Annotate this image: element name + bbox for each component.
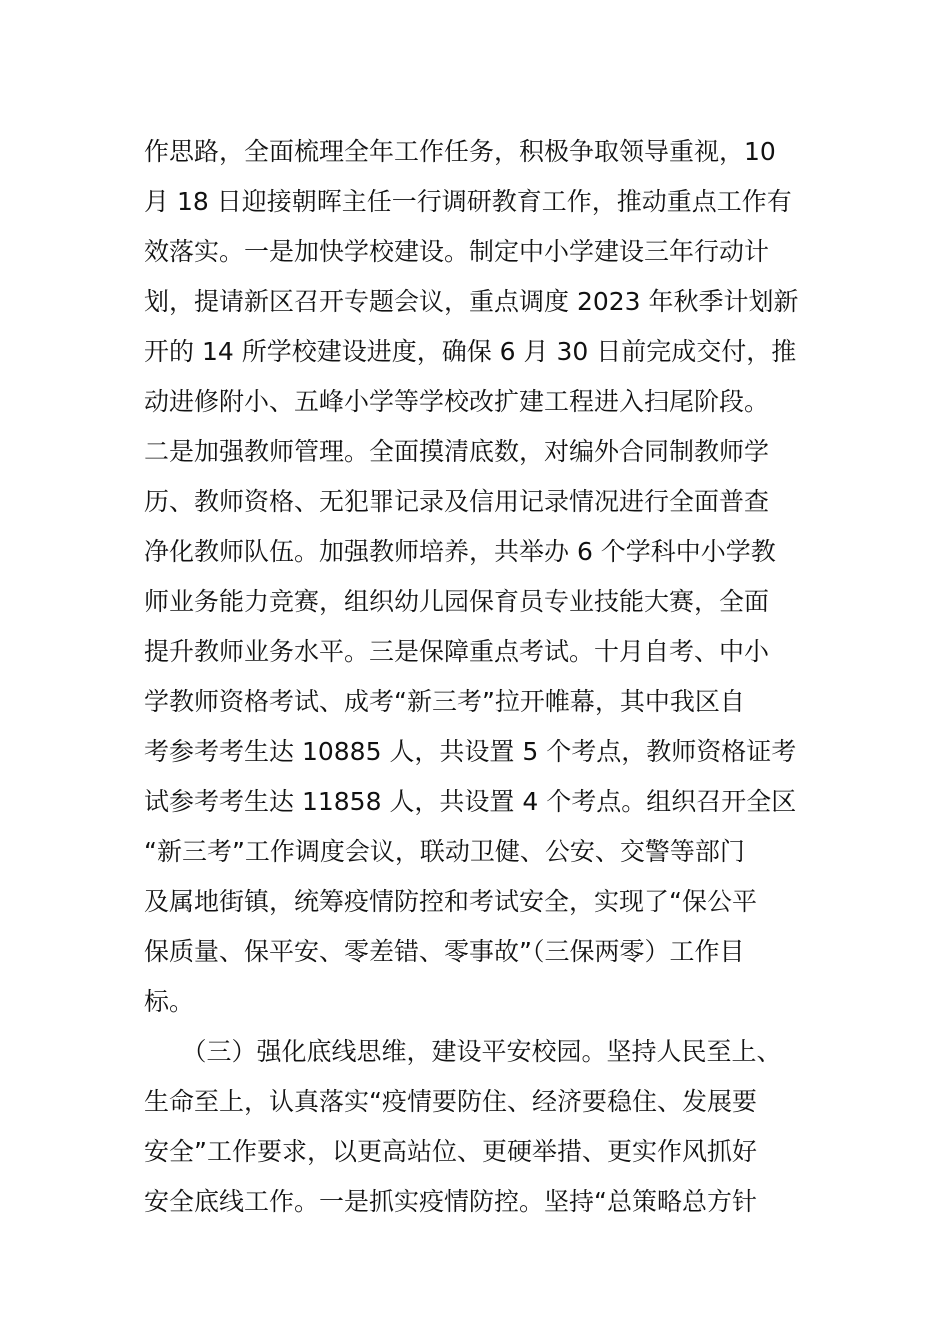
text-line: 效落实。一是加快学校建设。制定中小学建设三年行动计 — [144, 237, 770, 266]
text-line: 试参考考生达 11858 人，共设置 4 个考点。组织召开全区 — [144, 787, 797, 816]
text-line: 划，提请新区召开专题会议，重点调度 2023 年秋季计划新 — [144, 287, 799, 316]
text-line: 保质量、保平安、零差错、零事故”（三保两零）工作目 — [144, 937, 745, 966]
body-text — [144, 127, 814, 1227]
text-line: 生命至上，认真落实“疫情要防住、经济要稳住、发展要 — [144, 1087, 757, 1116]
text-line: 开的 14 所学校建设进度，确保 6 月 30 日前完成交付，推 — [144, 337, 797, 366]
text-line: 月 18 日迎接朝晖主任一行调研教育工作，推动重点工作有 — [144, 187, 792, 216]
text-line: 安全”工作要求，以更高站位、更硬举措、更实作风抓好 — [144, 1137, 757, 1166]
text-line: 考参考考生达 10885 人，共设置 5 个考点，教师资格证考 — [144, 737, 797, 766]
section-heading-line: （三）强化底线思维，建设平安校园。坚持人民至上、 — [144, 1037, 782, 1066]
text-line: 师业务能力竞赛，组织幼儿园保育员专业技能大赛，全面 — [144, 587, 770, 616]
text-line: 净化教师队伍。加强教师培养，共举办 6 个学科中小学教 — [144, 537, 776, 566]
text-line: 作思路，全面梳理全年工作任务，积极争取领导重视，10 — [144, 137, 776, 166]
text-line: 及属地街镇，统筹疫情防控和考试安全，实现了“保公平 — [144, 887, 757, 916]
text-line: 动进修附小、五峰小学等学校改扩建工程进入扫尾阶段。 — [144, 387, 770, 416]
text-line: 二是加强教师管理。全面摸清底数，对编外合同制教师学 — [144, 437, 770, 466]
text-line: “新三考”工作调度会议，联动卫健、公安、交警等部门 — [144, 837, 745, 866]
text-line: 标。 — [144, 987, 195, 1016]
text-line: 提升教师业务水平。三是保障重点考试。十月自考、中小 — [144, 637, 770, 666]
text-line: 安全底线工作。一是抓实疫情防控。坚持“总策略总方针 — [144, 1187, 757, 1216]
text-line: 历、教师资格、无犯罪记录及信用记录情况进行全面普查 — [144, 487, 770, 516]
text-line: 学教师资格考试、成考“新三考”拉开帷幕，其中我区自 — [144, 687, 745, 716]
